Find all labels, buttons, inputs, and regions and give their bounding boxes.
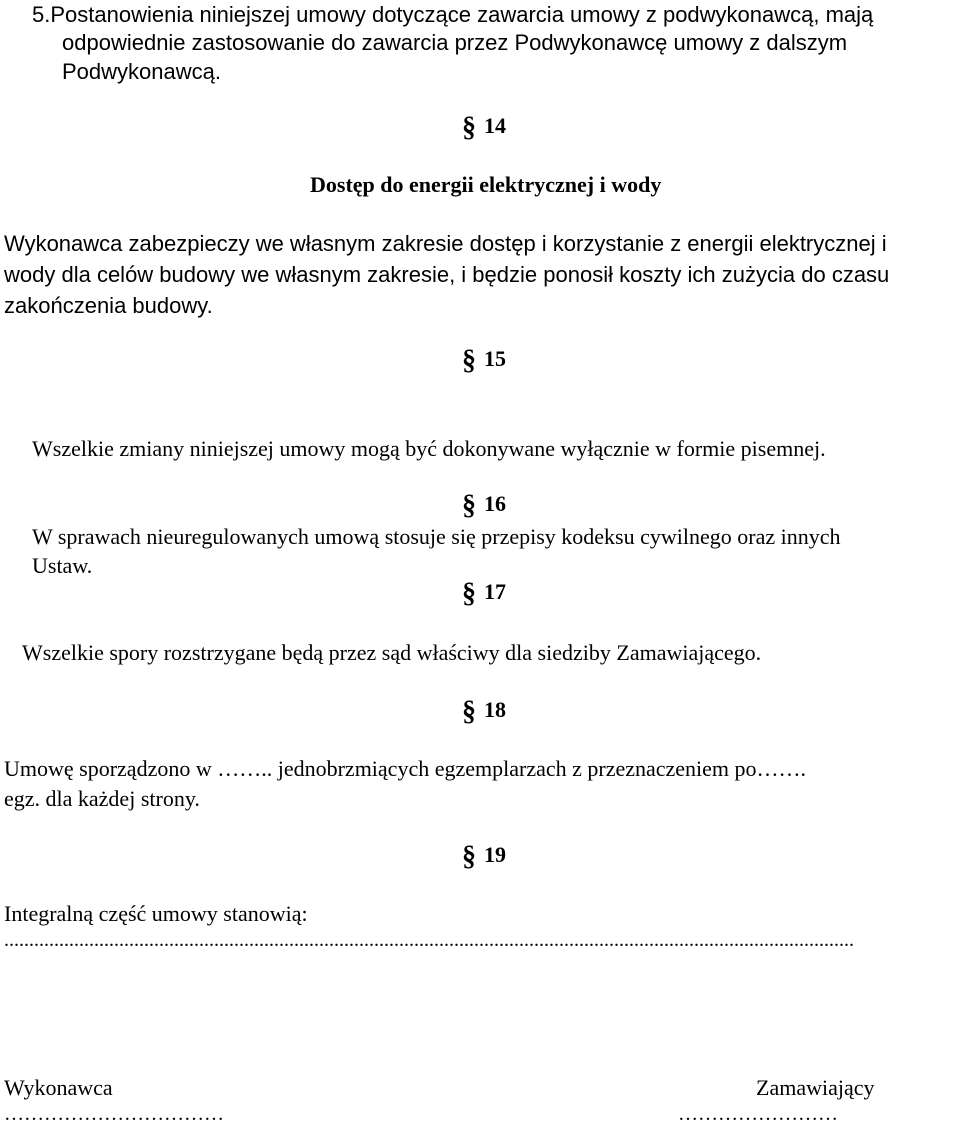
section-number: 14 [484,113,506,138]
signature-contractor-dots: …………………………… [4,1103,224,1125]
section-14-line-1: Wykonawca zabezpieczy we własnym zakresie dostęp i korzystanie z energii elektrycznej i [4,231,887,256]
section-17-text: Wszelkie spory rozstrzygane będą przez sąd właściwy dla siedziby Zamawiającego. [22,640,762,665]
signature-contractor-label: Wykonawca [4,1075,113,1100]
section-symbol: § [462,112,476,143]
section-14-title: Dostęp do energii elektrycznej i wody [310,172,662,197]
section-15-heading [462,345,506,377]
section-15-text: Wszelkie zmiany niniejszej umowy mogą być dokonywane wyłącznie w formie pisemnej. [32,436,826,461]
section-19-intro: Integralną część umowy stanowią: [4,901,308,926]
section-16-line-1: W sprawach nieuregulowanych umową stosuje się przepisy kodeksu cywilnego oraz innych [32,524,841,549]
section-16-line-2: Ustaw. [32,553,93,578]
section-16-heading [462,490,506,522]
signature-employer-label: Zamawiający [756,1075,875,1100]
section-symbol: § [462,841,476,872]
clause-5-line-1: 5.Postanowienia niniejszej umowy dotyczące zawarcia umowy z podwykonawcą, mają [32,2,874,27]
section-symbol: § [462,490,476,521]
clause-5-line-3: Podwykonawcą. [62,59,221,84]
section-14-line-3: zakończenia budowy. [4,293,213,318]
section-14-line-2: wody dla celów budowy we własnym zakresie, i będzie ponosił koszty ich zużycia do czasu [4,262,890,287]
signature-employer-dots: …………………… [678,1103,838,1125]
section-symbol: § [462,578,476,609]
section-number: 15 [484,346,506,371]
section-18-line-1: Umowę sporządzono w …….. jednobrzmiących egzemplarzach z przeznaczeniem po……. [4,756,807,781]
section-number: 18 [484,697,506,722]
clause-5-line-2: odpowiednie zastosowanie do zawarcia przez Podwykonawcę umowy z dalszym [62,30,848,55]
section-18-heading [462,696,506,728]
section-19-heading [462,841,506,873]
section-symbol: § [462,345,476,376]
section-17-heading [462,578,506,610]
section-number: 19 [484,842,506,867]
section-number: 16 [484,491,506,516]
section-19-dotted-line: .......................................................................................................................................................................... [4,929,854,951]
section-number: 17 [484,579,506,604]
section-symbol: § [462,696,476,727]
section-18-line-2: egz. dla każdej strony. [4,786,200,811]
section-14-heading [462,112,506,144]
